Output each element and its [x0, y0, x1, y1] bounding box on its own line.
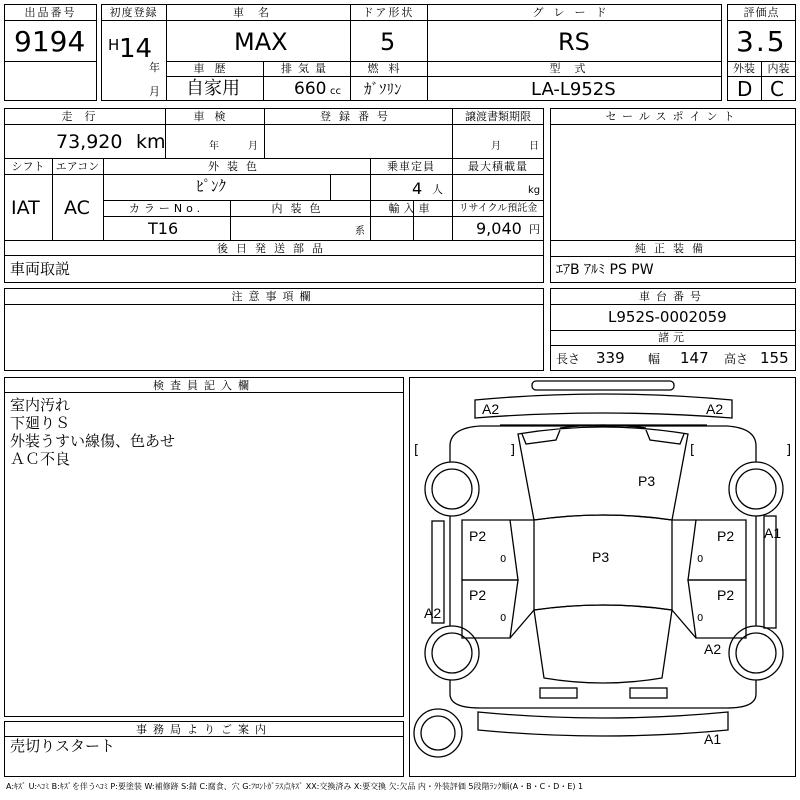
- car-name: MAX: [234, 28, 288, 56]
- capacity-header: 乗車定員: [387, 160, 435, 173]
- door-zero: 0: [697, 613, 704, 624]
- import-header: 輸入車: [388, 202, 434, 215]
- damage-mark-left-front-door: P2: [469, 528, 487, 544]
- specs-width-label: 幅: [648, 352, 661, 366]
- damage-mark-left-rear-door: P2: [469, 587, 487, 603]
- doors: 5: [380, 28, 396, 56]
- int-score-header: 内装: [767, 62, 790, 75]
- displacement-header: 排気量: [281, 62, 332, 75]
- score: 3.5: [736, 25, 787, 58]
- aircon-header: エアコン: [55, 160, 100, 173]
- later-parts: 車両取説: [10, 260, 71, 278]
- inspection-header: 車検: [193, 110, 236, 123]
- damage-mark-right-rear-door: P2: [717, 587, 735, 603]
- car-outline: [410, 378, 797, 778]
- model: LA-L952S: [531, 79, 616, 100]
- ext-score-header: 外装: [733, 62, 755, 75]
- later-parts-header: 後日発送部品: [217, 242, 331, 255]
- chassis-header: 車台番号: [639, 290, 707, 303]
- equipment-header: 純正装備: [635, 242, 711, 255]
- score-header: 評価点: [743, 6, 780, 19]
- equipment: ｴｱB ｱﾙﾐ PS PW: [556, 262, 654, 278]
- damage-mark-roof: P3: [592, 549, 610, 565]
- fuel: ｶﾞｿﾘﾝ: [364, 80, 402, 98]
- lot-number-header: 出品番号: [24, 6, 77, 19]
- int-score: C: [770, 77, 784, 101]
- capacity: 4: [412, 179, 423, 198]
- specs-length: 339: [596, 349, 625, 367]
- specs-height: 155: [760, 349, 789, 367]
- inspection-month-unit: 月: [248, 141, 258, 152]
- reg-year: 14: [119, 34, 153, 64]
- mileage: 73,920: [56, 131, 123, 153]
- bracket-right-close: ]: [786, 443, 792, 458]
- damage-mark-right-front-door: P2: [717, 528, 735, 544]
- fuel-header: 燃料: [367, 62, 410, 75]
- damage-diagram: [409, 377, 796, 777]
- inspector-note: 外装うすい線傷、色あせ: [10, 432, 176, 450]
- sales-points-header: セールスポイント: [605, 110, 741, 123]
- ext-score: D: [737, 77, 753, 101]
- color-no: T16: [148, 219, 179, 238]
- grade-header: グレード: [532, 6, 617, 19]
- int-color-unit: 系: [355, 226, 365, 237]
- reg-era: H: [108, 36, 120, 54]
- shift: IAT: [11, 197, 40, 219]
- damage-mark-bonnet: P3: [638, 473, 656, 489]
- shift-header: シフト: [11, 160, 45, 173]
- damage-mark-front-right: A2: [706, 401, 724, 417]
- damage-mark-rear-bumper: A1: [704, 731, 722, 747]
- door-zero: 0: [500, 613, 507, 624]
- color-no-header: カラーNo.: [128, 202, 205, 215]
- door-zero: 0: [697, 554, 704, 565]
- office-header: 事務局よりご案内: [136, 723, 272, 736]
- damage-mark-right-fender: A1: [764, 525, 782, 541]
- max-load-header: 最大積載量: [468, 160, 528, 173]
- mileage-header: 走行: [61, 110, 108, 123]
- later-parts-box: [4, 255, 544, 283]
- recycle: 9,040: [476, 219, 522, 238]
- lot-number: 9194: [14, 25, 86, 58]
- inspector-note: 下廻りＳ: [10, 414, 71, 432]
- history: 自家用: [186, 78, 240, 99]
- mileage-unit: km: [136, 131, 166, 153]
- capacity-unit: 人: [432, 183, 443, 196]
- transfer-day-unit: 日: [529, 141, 539, 152]
- reg-year-unit: 年: [149, 61, 160, 74]
- int-color-header: 内装色: [271, 202, 329, 215]
- sales-points-box: [550, 108, 796, 242]
- damage-mark-front-left: A2: [482, 401, 500, 417]
- ext-color: ﾋﾟﾝｸ: [196, 177, 227, 195]
- transfer-month-unit: 月: [491, 141, 501, 152]
- model-header: 型式: [549, 62, 600, 75]
- inspector-note: 室内汚れ: [10, 396, 71, 414]
- damage-mark-right-rear-wheel-arch: A2: [704, 641, 722, 657]
- ext-color-header: 外装色: [208, 160, 265, 173]
- notes-header: 注意事項欄: [231, 290, 317, 303]
- specs-length-label: 長さ: [556, 352, 581, 366]
- transfer-header: 譲渡書類期限: [465, 110, 531, 123]
- bracket-left-open: [: [414, 443, 420, 458]
- chassis: L952S-0002059: [608, 308, 727, 326]
- doors-header: ドア形状: [362, 6, 415, 19]
- bracket-right-open: [: [690, 443, 696, 458]
- displacement-unit: cc: [330, 86, 341, 97]
- specs-header: 諸元: [658, 331, 688, 344]
- legend: A:ｷｽﾞ U:ﾍｺﾐ B:ｷｽﾞを伴うﾍｺﾐ P:要塗装 W:補修跡 S:錆 C:腐食、穴 G:ﾌﾛﾝﾄｶﾞﾗｽ点ｷｽﾞ XX:交換済み X:要交換 欠:欠品 内・外装評価 5段階ﾗﾝｸ順(A・B・C・D・E) 1: [6, 782, 584, 791]
- car-name-header: 車名: [233, 6, 283, 19]
- recycle-unit: 円: [529, 223, 540, 236]
- reg-month-unit: 月: [149, 85, 160, 98]
- office-message: 売切りスタート: [10, 737, 116, 755]
- damage-mark-left-rear-panel: A2: [424, 605, 442, 621]
- aircon: AC: [64, 197, 90, 219]
- specs-width: 147: [680, 349, 709, 367]
- recycle-header: リサイクル預託金: [458, 203, 538, 214]
- history-header: 車歴: [193, 62, 236, 75]
- inspector-notes: [10, 396, 175, 468]
- displacement: 660: [294, 79, 327, 99]
- inspector-note: ＡＣ不良: [10, 450, 71, 468]
- inspection-year-unit: 年: [209, 141, 219, 152]
- bracket-left-close: ]: [510, 443, 516, 458]
- grade: RS: [558, 28, 590, 56]
- door-zero: 0: [500, 554, 507, 565]
- reg-header: 初度登録: [109, 6, 158, 19]
- max-load-unit: kg: [528, 185, 541, 196]
- plate-header: 登録番号: [320, 110, 396, 123]
- specs-height-label: 高さ: [724, 352, 749, 366]
- inspector-header: 検査員記入欄: [153, 379, 255, 392]
